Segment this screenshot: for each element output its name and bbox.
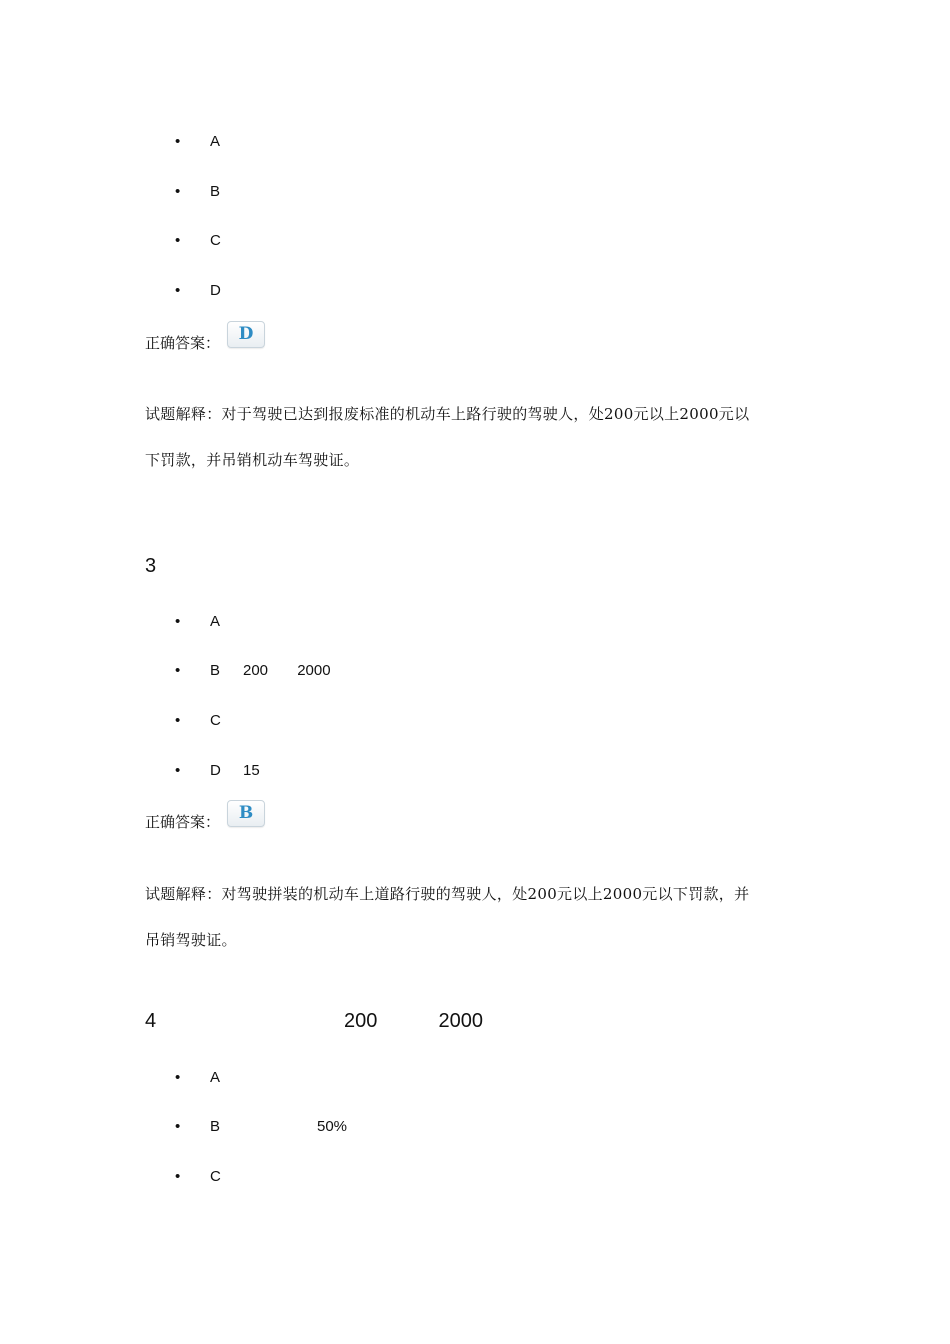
bullet-icon: • <box>175 613 181 630</box>
explanation-line: 试题解释：对驾驶拼装的机动车上道路行驶的驾驶人，处200元以上2000元以下罚款，并 <box>145 885 750 903</box>
answer-badge: B <box>227 800 265 827</box>
question-number-text: 4 <box>145 1010 157 1032</box>
bullet-icon: • <box>175 662 181 679</box>
option-letter: D <box>210 282 221 299</box>
option-text: 50% <box>317 1118 348 1135</box>
bullet-icon: • <box>175 133 181 150</box>
bullet-icon: • <box>175 1168 181 1185</box>
bullet-icon: • <box>175 232 181 249</box>
option-letter: A <box>210 1069 221 1086</box>
answer-badge: D <box>227 321 265 348</box>
question-number-text: 3 <box>145 555 157 577</box>
bullet-icon: • <box>175 1118 181 1135</box>
option-text: 200 2000 <box>243 662 331 679</box>
question-title-fragment: 200 2000 <box>344 1010 483 1032</box>
option-letter: A <box>210 133 221 150</box>
answer-label: 正确答案： <box>145 334 221 352</box>
option-letter: B <box>210 1118 221 1135</box>
explanation-line: 下罚款，并吊销机动车驾驶证。 <box>145 451 360 469</box>
option-text: 15 <box>243 762 260 779</box>
bullet-icon: • <box>175 762 181 779</box>
option-letter: B <box>210 183 221 200</box>
option-letter: C <box>210 1168 221 1185</box>
bullet-icon: • <box>175 1069 181 1086</box>
explanation-line: 吊销驾驶证。 <box>145 931 237 949</box>
option-letter: C <box>210 712 221 729</box>
option-letter: C <box>210 232 221 249</box>
explanation-line: 试题解释：对于驾驶已达到报废标准的机动车上路行驶的驾驶人，处200元以上2000元以 <box>145 405 750 423</box>
bullet-icon: • <box>175 282 181 299</box>
bullet-icon: • <box>175 183 181 200</box>
bullet-icon: • <box>175 712 181 729</box>
explanation <box>145 871 815 963</box>
option-letter: A <box>210 613 221 630</box>
option-letter: D <box>210 762 221 779</box>
answer-label: 正确答案： <box>145 813 221 831</box>
option-letter: B <box>210 662 221 679</box>
explanation <box>145 391 815 483</box>
